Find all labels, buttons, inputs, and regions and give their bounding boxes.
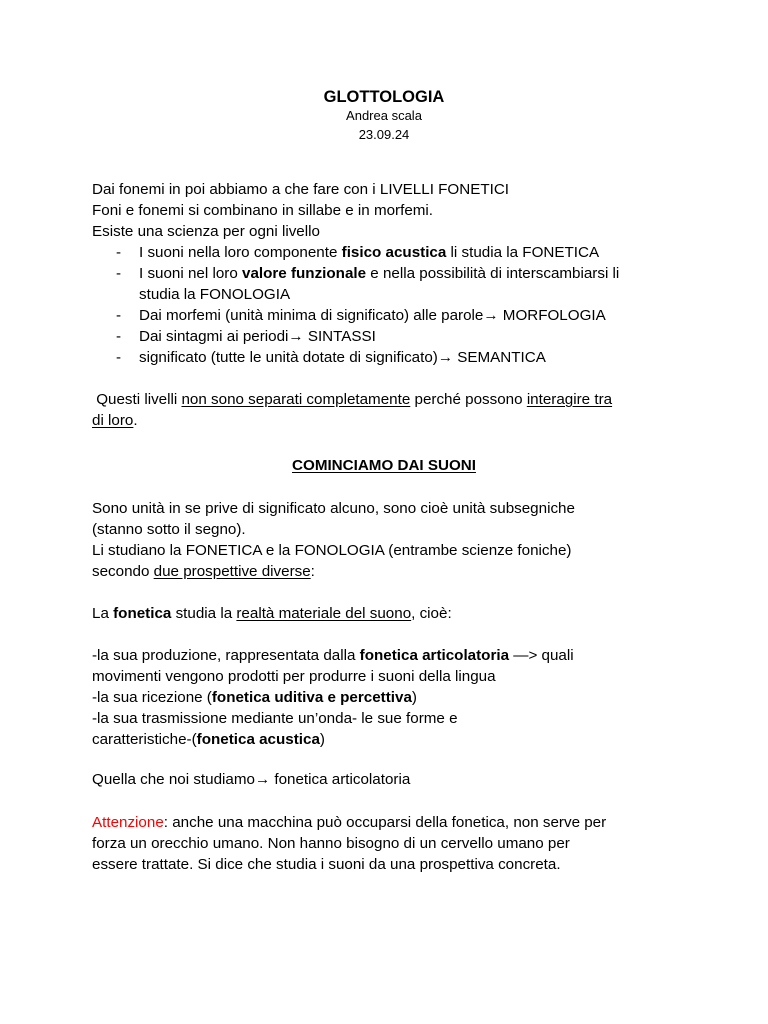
list-item-fonologia-cont: studia la FONOLOGIA xyxy=(139,286,291,303)
document-date: 23.09.24 xyxy=(358,127,410,142)
fonetica-definition: La fonetica studia la realtà materiale del suono, cioè: xyxy=(92,605,452,622)
list-item-fonetica: I suoni nella loro componente fisico acustica li studia la FONETICA xyxy=(139,244,600,261)
attention-label: Attenzione xyxy=(92,814,164,831)
suoni-line-1: Sono unità in se prive di significato alcuno, sono cioè unità subsegniche xyxy=(92,500,575,517)
section-heading: COMINCIAMO DAI SUONI xyxy=(292,457,476,474)
intro-line-3: Esiste una scienza per ogni livello xyxy=(92,223,320,240)
list-bullet: - xyxy=(116,244,122,261)
suoni-line-4: secondo due prospettive diverse: xyxy=(92,563,315,580)
aspect-trasmissione: -la sua trasmissione mediante un’onda- le sue forme e xyxy=(92,710,458,727)
intro-line-2: Foni e fonemi si combinano in sillabe e in morfemi. xyxy=(92,202,434,219)
list-item-fonologia: I suoni nel loro valore funzionale e nella possibilità di interscambiarsi li xyxy=(139,265,620,282)
list-bullet: - xyxy=(116,349,122,366)
attention-line-3: essere trattate. Si dice che studia i suoni da una prospettiva concreta. xyxy=(92,856,561,873)
studied-line: Quella che noi studiamo→ fonetica articolatoria xyxy=(92,771,411,788)
intro-line-1: Dai fonemi in poi abbiamo a che fare con i LIVELLI FONETICI xyxy=(92,181,510,198)
aspect-trasmissione-cont: caratteristiche-(fonetica acustica) xyxy=(92,731,325,748)
suoni-line-2: (stanno sotto il segno). xyxy=(92,521,246,538)
list-bullet: - xyxy=(116,307,122,324)
aspect-produzione-cont: movimenti vengono prodotti per produrre i suoni della lingua xyxy=(92,668,496,685)
list-bullet: - xyxy=(116,328,122,345)
attention-line-2: forza un orecchio umano. Non hanno bisogno di un cervello umano per xyxy=(92,835,570,852)
attention-line-1: Attenzione: anche una macchina può occuparsi della fonetica, non serve per xyxy=(92,814,607,831)
document-title: GLOTTOLOGIA xyxy=(323,88,445,106)
aspect-ricezione: -la sua ricezione (fonetica uditiva e percettiva) xyxy=(92,689,417,706)
list-item-semantica: significato (tutte le unità dotate di significato)→ SEMANTICA xyxy=(139,349,546,366)
suoni-line-3: Li studiano la FONETICA e la FONOLOGIA (entrambe scienze foniche) xyxy=(92,542,572,559)
list-bullet: - xyxy=(116,265,122,282)
list-item-morfologia: Dai morfemi (unità minima di significato) alle parole→ MORFOLOGIA xyxy=(139,307,606,324)
list-item-sintassi: Dai sintagmi ai periodi→ SINTASSI xyxy=(139,328,376,345)
aspect-produzione: -la sua produzione, rappresentata dalla fonetica articolatoria —> quali xyxy=(92,647,574,664)
note-line-1: Questi livelli non sono separati completamente perché possono interagire tra xyxy=(92,391,613,408)
author-name: Andrea scala xyxy=(346,108,422,123)
note-line-2: di loro. xyxy=(92,412,138,429)
